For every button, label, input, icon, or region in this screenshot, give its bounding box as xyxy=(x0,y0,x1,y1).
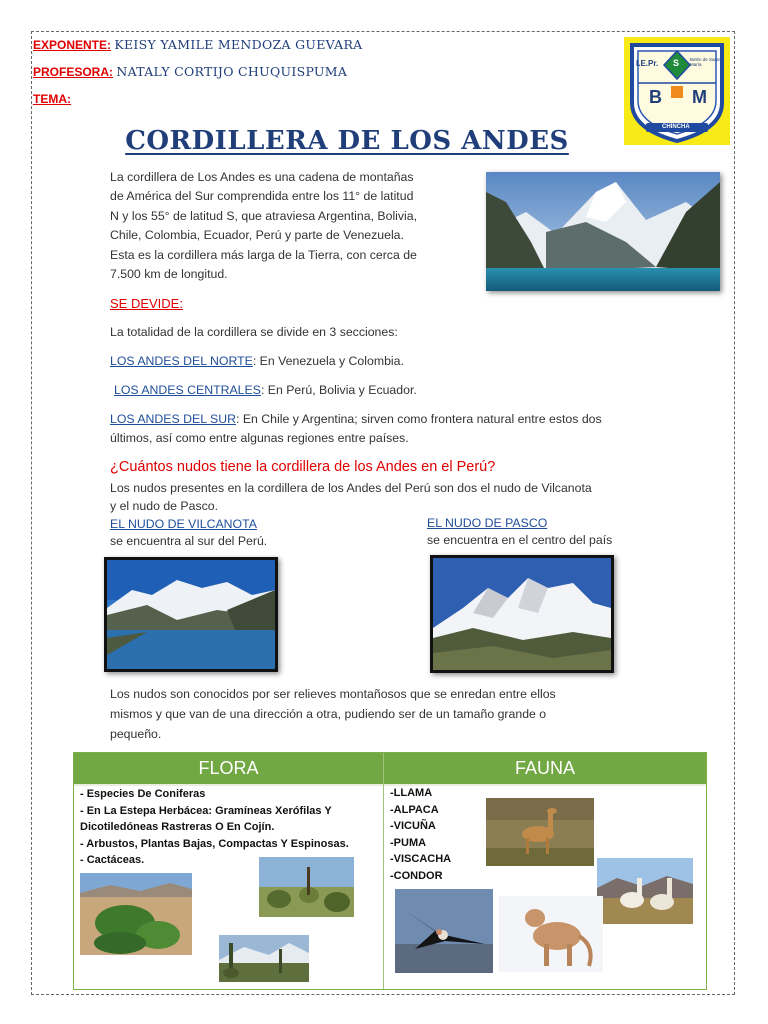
column-divider xyxy=(383,753,384,989)
vilcanota-text: se encuentra al sur del Perú. xyxy=(110,534,268,548)
list-item: -CONDOR xyxy=(390,869,443,882)
profesora-label: PROFESORA: xyxy=(33,65,114,79)
list-item: - Especies De Coniferas xyxy=(80,788,206,800)
logo-city-text: CHINCHA xyxy=(662,124,690,130)
condor-image xyxy=(395,889,493,973)
andes-norte-line xyxy=(110,352,404,371)
profesora-line xyxy=(33,64,347,79)
list-item: -VICUÑA xyxy=(390,820,436,833)
intro-line: N y los 55° de latitud S, que atraviesa Argentina, Bolivia, xyxy=(110,208,418,223)
logo-letter-m: M xyxy=(692,87,707,107)
puma-photo xyxy=(499,896,603,972)
logo-letter-b: B xyxy=(649,87,662,107)
list-item: - Arbustos, Plantas Bajas, Compactas Y Espinosas. xyxy=(80,837,349,850)
list-item: -VISCACHA xyxy=(390,853,452,866)
grassland-photo xyxy=(259,857,354,917)
intro-line: Esta es la cordillera más larga de la Tierra, con cerca de xyxy=(110,247,417,262)
logo-letter-s: S xyxy=(673,58,680,68)
logo-school-text: I.E.Pr. xyxy=(636,59,659,68)
list-item: -LLAMA xyxy=(390,787,433,799)
exponente-value: KEISY YAMILE MENDOZA GUEVARA xyxy=(114,37,363,52)
list-item: Dicotiledóneas Rastreras O En Cojín. xyxy=(80,821,275,834)
nudos-question: ¿Cuántos nudos tiene la cordillera de los Andes en el Perú? xyxy=(110,459,496,475)
andes-sur-line xyxy=(110,410,670,449)
nudos-paragraph xyxy=(110,479,670,515)
condor-photo xyxy=(395,889,493,973)
llama-photo xyxy=(597,858,693,924)
llama-image xyxy=(597,858,693,924)
divide-text: La totalidad de la cordillera se divide en 3 secciones: xyxy=(110,325,398,339)
tema-label: TEMA: xyxy=(33,92,71,106)
puya-photo xyxy=(219,935,309,982)
divide-heading: SE DEVIDE: xyxy=(110,296,183,311)
closing-line: pequeño. xyxy=(110,727,162,741)
puya-raimondii-image xyxy=(219,935,309,982)
puna-grass-image xyxy=(259,857,354,917)
intro-line: 7.500 km de longitud. xyxy=(110,267,228,282)
puma-image xyxy=(499,896,603,972)
pasco-text: se encuentra en el centro del país xyxy=(427,533,613,547)
flora-fauna-table xyxy=(73,752,707,990)
closing-line: Los nudos son conocidos por ser relieves montañosos que se enredan entre ellos xyxy=(110,687,556,701)
yareta-photo xyxy=(80,873,192,955)
andes-centrales-text: : En Perú, Bolivia y Ecuador. xyxy=(260,383,417,397)
intro-paragraph xyxy=(110,168,480,284)
nudos-line: y el nudo de Pasco. xyxy=(110,499,219,513)
logo-motto-text: Belén de Santa María xyxy=(690,57,721,67)
list-item: - Cactáceas. xyxy=(80,854,145,867)
nudos-closing xyxy=(110,684,670,744)
closing-line: mismos y que van de una dirección a otra, pudiendo ser de un tamaño grande o xyxy=(110,707,547,721)
pasco-image xyxy=(433,558,611,670)
mountain-lake-image xyxy=(486,172,720,291)
andes-sur-text: : En Chile y Argentina; sirven como frontera natural entre estos dos xyxy=(235,412,602,426)
vilcanota-image xyxy=(107,560,275,669)
exponente-line xyxy=(33,37,363,52)
list-item: - En La Estepa Herbácea: Gramíneas Xerófilas Y xyxy=(80,804,332,817)
pasco-photo xyxy=(430,555,614,673)
andes-sur-label: LOS ANDES DEL SUR xyxy=(110,412,236,426)
list-item: -ALPACA xyxy=(390,803,439,816)
intro-line: La cordillera de Los Andes es una cadena de montañas xyxy=(110,170,414,184)
intro-line: Chile, Colombia, Ecuador, Perú y parte de Venezuela. xyxy=(110,228,404,243)
tema-line xyxy=(33,92,71,106)
andes-centrales-line xyxy=(114,381,417,400)
vilcanota-title: EL NUDO DE VILCANOTA xyxy=(110,517,257,531)
intro-line: de América del Sur comprendida entre los 11° de latitud xyxy=(110,189,414,204)
list-item: -PUMA xyxy=(390,836,427,849)
andes-norte-text: : En Venezuela y Colombia. xyxy=(252,354,404,368)
andes-norte-label: LOS ANDES DEL NORTE xyxy=(110,354,253,368)
vicuna-image xyxy=(486,798,594,866)
page-title: CORDILLERA DE LOS ANDES xyxy=(125,126,569,156)
fauna-list xyxy=(390,785,480,885)
fauna-header: FAUNA xyxy=(384,753,706,784)
vilcanota-photo xyxy=(104,557,278,672)
flora-header: FLORA xyxy=(74,753,383,784)
andes-centrales-label: LOS ANDES CENTRALES xyxy=(114,383,261,397)
vicuna-photo xyxy=(486,798,594,866)
pasco-title: EL NUDO DE PASCO xyxy=(427,516,548,530)
nudos-line: Los nudos presentes en la cordillera de los Andes del Perú son dos el nudo de Vilcanota xyxy=(110,481,592,495)
exponente-label: EXPONENTE: xyxy=(33,38,112,52)
andes-sur-text-2: últimos, así como entre algunas regiones entre países. xyxy=(110,431,409,446)
cushion-plant-image xyxy=(80,873,192,955)
profesora-value: NATALY CORTIJO CHUQUISPUMA xyxy=(116,64,348,79)
andes-lake-photo xyxy=(486,172,720,291)
